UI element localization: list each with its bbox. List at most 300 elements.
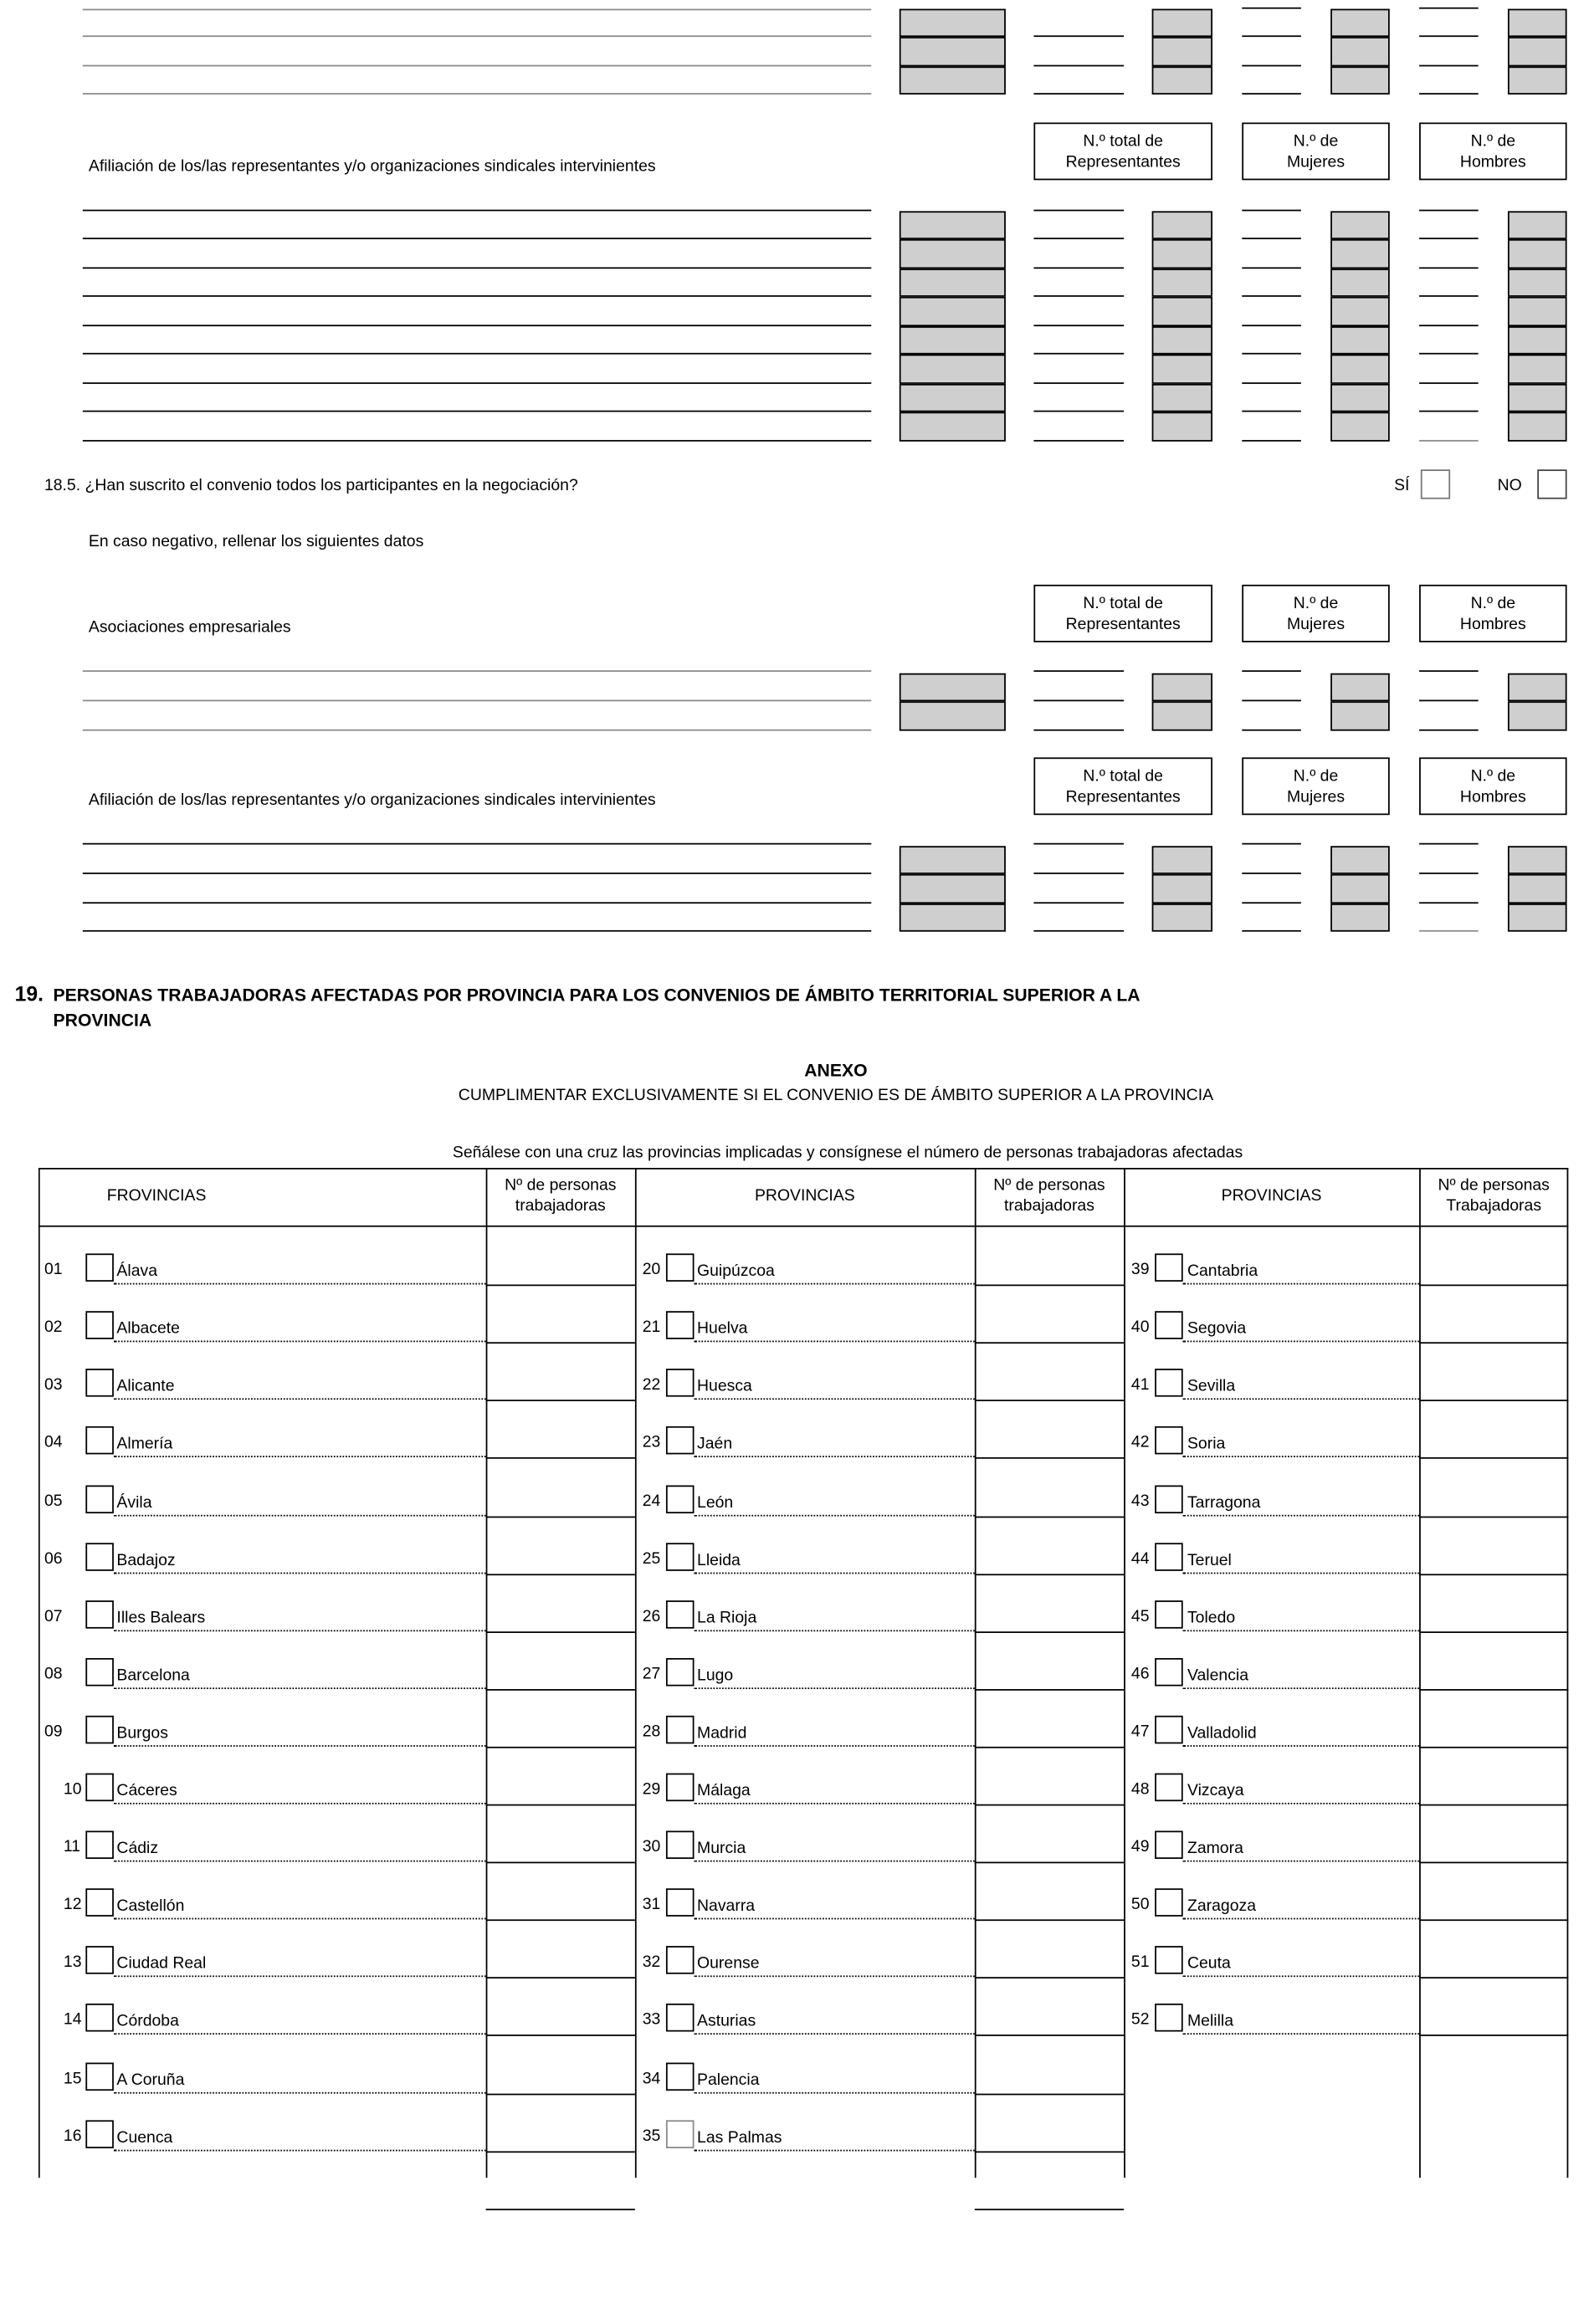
mujeres-line[interactable]: [1242, 35, 1301, 37]
province-dotted-line: [1183, 1572, 1419, 1574]
hombres-line[interactable]: [1419, 381, 1479, 383]
province-name: Asturias: [697, 2013, 756, 2031]
province-count-field[interactable]: [487, 1574, 633, 1629]
header-total-line2: Representantes: [1065, 152, 1181, 171]
province-checkbox[interactable]: [85, 1774, 114, 1802]
gray-cell-d: [1508, 903, 1567, 931]
gray-cell-a: [900, 701, 1006, 729]
gray-cell-d: [1508, 845, 1567, 873]
province-count-field[interactable]: [976, 1286, 1123, 1340]
header-total-representantes-3: [1033, 757, 1212, 815]
province-code: 08: [44, 1665, 63, 1683]
gray-cell-d: [1508, 673, 1567, 701]
province-count-field[interactable]: [976, 1517, 1123, 1571]
entry-line[interactable]: [83, 411, 871, 412]
gray-cell-d: [1508, 210, 1567, 238]
province-checkbox[interactable]: [85, 2120, 114, 2148]
gray-cell-a: [900, 673, 1006, 701]
gray-cell-d: [1508, 874, 1567, 903]
province-checkbox[interactable]: [666, 1600, 695, 1629]
entry-line[interactable]: [83, 35, 871, 37]
province-count-field[interactable]: [1421, 1517, 1567, 1571]
hombres-line[interactable]: [1419, 930, 1479, 932]
province-name: Badajoz: [116, 1551, 176, 1569]
hombres-line[interactable]: [1419, 64, 1479, 66]
total-line[interactable]: [1033, 324, 1124, 325]
province-count-field[interactable]: [1421, 1574, 1567, 1629]
province-code: 03: [44, 1376, 63, 1395]
province-checkbox[interactable]: [666, 1485, 695, 1513]
province-count-field[interactable]: [487, 1748, 633, 1802]
entry-line[interactable]: [83, 9, 871, 11]
province-dotted-line: [114, 1341, 486, 1343]
col-header-provincias-3: PROVINCIAS: [1221, 1186, 1322, 1206]
hombres-line[interactable]: [1419, 700, 1479, 702]
total-line[interactable]: [1033, 411, 1124, 412]
province-dotted-line: [1183, 1745, 1419, 1747]
province-count-field[interactable]: [487, 1632, 633, 1687]
province-count-field[interactable]: [487, 2036, 633, 2091]
gray-cell-b: [1152, 239, 1212, 268]
province-checkbox[interactable]: [666, 1312, 695, 1340]
province-count-field[interactable]: [1421, 1748, 1567, 1802]
gray-cell-c: [1330, 845, 1390, 873]
gray-cell-b: [1152, 297, 1212, 325]
mujeres-line[interactable]: [1242, 873, 1301, 874]
total-line[interactable]: [1033, 700, 1124, 702]
hombres-line[interactable]: [1419, 729, 1479, 730]
province-count-field[interactable]: [976, 1228, 1123, 1282]
total-line[interactable]: [1033, 729, 1124, 730]
province-count-field[interactable]: [976, 2036, 1123, 2091]
hombres-line[interactable]: [1419, 93, 1479, 95]
table-vline-5: [1124, 1168, 1125, 2178]
province-count-field[interactable]: [487, 1459, 633, 1513]
province-name: Cantabria: [1187, 1262, 1258, 1281]
province-dotted-line: [695, 1630, 975, 1631]
entry-line[interactable]: [83, 295, 871, 297]
province-code: 21: [642, 1318, 661, 1337]
no-checkbox[interactable]: [1537, 469, 1566, 499]
hombres-line[interactable]: [1419, 8, 1479, 9]
province-dotted-line: [1183, 1918, 1419, 1920]
mujeres-line[interactable]: [1242, 411, 1301, 412]
province-checkbox[interactable]: [1155, 2004, 1183, 2033]
province-count-field[interactable]: [1421, 1286, 1567, 1340]
header-hombres-1: [1419, 122, 1566, 180]
province-dotted-line: [1183, 1514, 1419, 1516]
entry-line[interactable]: [83, 381, 871, 383]
province-count-field[interactable]: [487, 1228, 633, 1282]
total-line[interactable]: [1033, 93, 1124, 95]
province-count-field[interactable]: [1421, 1401, 1567, 1456]
entry-line[interactable]: [83, 324, 871, 325]
province-count-field[interactable]: [487, 1863, 633, 1917]
province-checkbox[interactable]: [666, 1947, 695, 1975]
province-checkbox[interactable]: [85, 2004, 114, 2033]
province-checkbox[interactable]: [1155, 1485, 1183, 1513]
province-name: Guipúzcoa: [697, 1262, 775, 1281]
province-checkbox[interactable]: [666, 1831, 695, 1860]
province-count-field[interactable]: [1421, 1632, 1567, 1687]
province-dotted-line: [1183, 1283, 1419, 1285]
province-dotted-line: [114, 1861, 486, 1862]
total-line[interactable]: [1033, 843, 1124, 845]
gray-cell-d: [1508, 239, 1567, 268]
mujeres-line[interactable]: [1242, 210, 1301, 212]
total-line[interactable]: [1033, 64, 1124, 66]
header-hombres-line2: Hombres: [1459, 615, 1526, 633]
province-checkbox[interactable]: [85, 1312, 114, 1340]
province-checkbox[interactable]: [666, 1658, 695, 1687]
header-mujeres-2: [1242, 585, 1389, 642]
col-header-count-1-line1: Nº de personas: [505, 1176, 617, 1195]
province-dotted-line: [114, 1803, 486, 1804]
province-checkbox[interactable]: [1155, 1254, 1183, 1282]
province-checkbox[interactable]: [85, 1716, 114, 1744]
mujeres-line[interactable]: [1242, 381, 1301, 383]
gray-cell-d: [1508, 412, 1567, 440]
province-checkbox[interactable]: [85, 2062, 114, 2091]
mujeres-line[interactable]: [1242, 8, 1301, 9]
total-line[interactable]: [1033, 210, 1124, 212]
province-dotted-line: [1183, 1630, 1419, 1631]
province-count-field[interactable]: [976, 1401, 1123, 1456]
total-line[interactable]: [1033, 381, 1124, 383]
gray-cell-a: [900, 412, 1006, 440]
province-name: Madrid: [697, 1724, 747, 1743]
annex-title: ANEXO: [804, 1060, 868, 1081]
province-checkbox[interactable]: [85, 1485, 114, 1513]
province-count-field[interactable]: [1421, 1921, 1567, 1975]
province-checkbox[interactable]: [666, 1369, 695, 1398]
province-name: Sevilla: [1187, 1378, 1236, 1396]
hombres-line[interactable]: [1419, 238, 1479, 239]
province-code: 45: [1130, 1607, 1150, 1625]
province-name: Alicante: [116, 1378, 175, 1396]
province-dotted-line: [114, 1918, 486, 1920]
mujeres-line[interactable]: [1242, 324, 1301, 325]
province-code: 02: [44, 1318, 63, 1337]
entry-line[interactable]: [83, 873, 871, 874]
province-checkbox[interactable]: [666, 1774, 695, 1802]
afiliacion-label-1: Afiliación de los/las representantes y/o organizaciones sindicales intervinientes: [88, 157, 656, 177]
province-name: Las Palmas: [697, 2128, 782, 2147]
province-checkbox[interactable]: [1155, 1658, 1183, 1687]
province-name: Álava: [116, 1262, 158, 1281]
mujeres-line[interactable]: [1242, 64, 1301, 66]
total-line[interactable]: [1033, 295, 1124, 297]
entry-line[interactable]: [83, 353, 871, 355]
count-cell-border: [975, 2151, 1124, 2153]
gray-cell-b: [1152, 673, 1212, 701]
province-dotted-line: [114, 1976, 486, 1978]
entry-line[interactable]: [83, 64, 871, 66]
gray-cell-a: [900, 66, 1006, 95]
hombres-line[interactable]: [1419, 439, 1479, 441]
province-code: 16: [63, 2127, 82, 2145]
province-checkbox[interactable]: [85, 1600, 114, 1629]
province-name: Jaén: [697, 1436, 733, 1454]
province-count-field[interactable]: [976, 1459, 1123, 1513]
province-checkbox[interactable]: [85, 1947, 114, 1975]
gray-cell-b: [1152, 268, 1212, 296]
province-checkbox[interactable]: [85, 1658, 114, 1687]
province-checkbox[interactable]: [1155, 1312, 1183, 1340]
province-checkbox[interactable]: [1155, 1427, 1183, 1456]
si-checkbox[interactable]: [1421, 469, 1450, 499]
province-code: 25: [642, 1549, 661, 1568]
province-checkbox[interactable]: [666, 1716, 695, 1744]
province-dotted-line: [695, 1976, 975, 1978]
header-total-line1: N.º total de: [1083, 131, 1163, 151]
question-18-5: 18.5. ¿Han suscrito el convenio todos los participantes en la negociación?: [44, 477, 578, 495]
entry-line[interactable]: [83, 93, 871, 95]
province-code: 30: [642, 1838, 661, 1856]
total-line[interactable]: [1033, 353, 1124, 355]
province-checkbox[interactable]: [1155, 1774, 1183, 1802]
province-dotted-line: [695, 1803, 975, 1804]
province-name: Cádiz: [116, 1840, 159, 1858]
section-19-number: 19.: [14, 981, 44, 1006]
province-checkbox[interactable]: [666, 1427, 695, 1456]
province-count-field[interactable]: [976, 1921, 1123, 1975]
province-dotted-line: [695, 1745, 975, 1747]
province-name: Ceuta: [1187, 1955, 1231, 1973]
province-count-field[interactable]: [487, 2095, 633, 2149]
hombres-line[interactable]: [1419, 411, 1479, 412]
province-count-field[interactable]: [1421, 1459, 1567, 1513]
province-count-field[interactable]: [1421, 1690, 1567, 1744]
province-code: 39: [1130, 1261, 1150, 1279]
province-checkbox[interactable]: [85, 1427, 114, 1456]
gray-cell-c: [1330, 673, 1390, 701]
mujeres-line[interactable]: [1242, 930, 1301, 932]
hombres-line[interactable]: [1419, 670, 1479, 672]
province-dotted-line: [695, 1514, 975, 1516]
province-count-field[interactable]: [976, 1978, 1123, 2033]
province-checkbox[interactable]: [1155, 1716, 1183, 1744]
province-count-field[interactable]: [487, 1401, 633, 1456]
mujeres-line[interactable]: [1242, 700, 1301, 702]
mujeres-line[interactable]: [1242, 439, 1301, 441]
province-code: 50: [1130, 1896, 1150, 1914]
header-hombres-line1: N.º de: [1470, 131, 1516, 151]
hombres-line[interactable]: [1419, 267, 1479, 269]
entry-line[interactable]: [83, 843, 871, 845]
province-name: Palencia: [697, 2071, 760, 2089]
mujeres-line[interactable]: [1242, 670, 1301, 672]
total-line[interactable]: [1033, 238, 1124, 239]
province-checkbox[interactable]: [1155, 1889, 1183, 1917]
province-dotted-line: [695, 1456, 975, 1458]
province-name: Lleida: [697, 1551, 741, 1569]
province-code: 05: [44, 1492, 63, 1510]
province-count-field[interactable]: [976, 2095, 1123, 2149]
province-count-field[interactable]: [487, 1286, 633, 1340]
col-header-count-2-line2: trabajadoras: [1003, 1197, 1094, 1216]
total-line[interactable]: [1033, 439, 1124, 441]
total-line[interactable]: [1033, 35, 1124, 37]
entry-line[interactable]: [83, 700, 871, 702]
province-checkbox[interactable]: [666, 2120, 695, 2148]
province-dotted-line: [695, 1399, 975, 1400]
province-name: Ourense: [697, 1955, 760, 1973]
gray-cell-b: [1152, 701, 1212, 729]
col-header-count-3-line2: Trabajadoras: [1446, 1197, 1542, 1216]
gray-cell-a: [900, 383, 1006, 412]
province-count-field[interactable]: [976, 1344, 1123, 1398]
section-19-title-line2: PROVINCIA: [53, 1010, 152, 1031]
mujeres-line[interactable]: [1242, 843, 1301, 845]
gray-cell-c: [1330, 8, 1390, 37]
total-line[interactable]: [1033, 670, 1124, 672]
province-dotted-line: [114, 1745, 486, 1747]
province-checkbox[interactable]: [666, 2062, 695, 2091]
hombres-line[interactable]: [1419, 324, 1479, 325]
province-checkbox[interactable]: [85, 1543, 114, 1571]
province-checkbox[interactable]: [1155, 1947, 1183, 1975]
header-mujeres-line1: N.º de: [1293, 131, 1339, 151]
province-count-field[interactable]: [976, 1632, 1123, 1687]
gray-cell-c: [1330, 325, 1390, 354]
province-code: 42: [1130, 1434, 1150, 1452]
total-line[interactable]: [1033, 930, 1124, 932]
mujeres-line[interactable]: [1242, 729, 1301, 730]
province-code: 24: [642, 1492, 661, 1510]
header-mujeres-1: [1242, 122, 1389, 180]
province-dotted-line: [1183, 1976, 1419, 1978]
gray-cell-c: [1330, 355, 1390, 383]
si-label: SÍ: [1394, 477, 1410, 495]
province-count-field[interactable]: [1421, 1805, 1567, 1860]
col-header-provincias-2: PROVINCIAS: [754, 1186, 855, 1206]
col-header-count-3: [1419, 1175, 1568, 1216]
count-cell-border: [1419, 2035, 1568, 2037]
entry-line[interactable]: [83, 930, 871, 932]
province-code: 52: [1130, 2011, 1150, 2030]
province-code: 07: [44, 1607, 63, 1625]
province-checkbox[interactable]: [666, 1889, 695, 1917]
header-total-representantes-1: [1033, 122, 1212, 180]
hombres-line[interactable]: [1419, 901, 1479, 903]
province-checkbox[interactable]: [666, 1254, 695, 1282]
province-code: 01: [44, 1261, 63, 1279]
hombres-line[interactable]: [1419, 353, 1479, 355]
province-dotted-line: [1183, 2034, 1419, 2035]
province-count-field[interactable]: [487, 1805, 633, 1860]
province-dotted-line: [114, 2091, 486, 2093]
gray-cell-d: [1508, 297, 1567, 325]
count-cell-border: [486, 2209, 635, 2210]
province-count-field[interactable]: [976, 1863, 1123, 1917]
gray-cell-c: [1330, 239, 1390, 268]
hombres-line[interactable]: [1419, 35, 1479, 37]
gray-cell-a: [900, 297, 1006, 325]
province-count-field[interactable]: [1421, 1228, 1567, 1282]
province-checkbox[interactable]: [1155, 1831, 1183, 1860]
table-vline-7: [1567, 1168, 1569, 2178]
province-count-field[interactable]: [487, 1344, 633, 1398]
entry-line[interactable]: [83, 439, 871, 441]
province-checkbox[interactable]: [1155, 1543, 1183, 1571]
province-checkbox[interactable]: [666, 2004, 695, 2033]
gray-cell-d: [1508, 66, 1567, 95]
province-code: 23: [642, 1434, 661, 1452]
hombres-line[interactable]: [1419, 843, 1479, 845]
province-dotted-line: [695, 1341, 975, 1343]
entry-line[interactable]: [83, 210, 871, 212]
col-header-count-3-line1: Nº de personas: [1438, 1176, 1550, 1195]
entry-line[interactable]: [83, 267, 871, 269]
header-mujeres-line1: N.º de: [1293, 594, 1339, 612]
province-checkbox[interactable]: [85, 1254, 114, 1282]
hombres-line[interactable]: [1419, 873, 1479, 874]
hombres-line[interactable]: [1419, 210, 1479, 212]
province-name: Burgos: [116, 1724, 168, 1743]
gray-cell-a: [900, 874, 1006, 903]
entry-line[interactable]: [83, 670, 871, 672]
mujeres-line[interactable]: [1242, 353, 1301, 355]
province-count-field[interactable]: [487, 1690, 633, 1744]
province-count-field[interactable]: [1421, 1978, 1567, 2033]
mujeres-line[interactable]: [1242, 295, 1301, 297]
entry-line[interactable]: [83, 729, 871, 730]
province-count-field[interactable]: [487, 1978, 633, 2033]
province-code: 04: [44, 1434, 63, 1452]
province-name: Cuenca: [116, 2128, 173, 2147]
total-line[interactable]: [1033, 901, 1124, 903]
province-count-field[interactable]: [976, 1805, 1123, 1860]
province-checkbox[interactable]: [85, 1831, 114, 1860]
province-code: 35: [642, 2127, 661, 2145]
province-code: 31: [642, 1896, 661, 1914]
province-count-field[interactable]: [976, 1748, 1123, 1802]
province-count-field[interactable]: [487, 1921, 633, 1975]
province-checkbox[interactable]: [85, 1369, 114, 1398]
province-checkbox[interactable]: [1155, 1369, 1183, 1398]
province-checkbox[interactable]: [666, 1543, 695, 1571]
mujeres-line[interactable]: [1242, 238, 1301, 239]
province-count-field[interactable]: [976, 1690, 1123, 1744]
province-checkbox[interactable]: [85, 1889, 114, 1917]
province-name: Albacete: [116, 1320, 180, 1339]
province-count-field[interactable]: [976, 1574, 1123, 1629]
province-checkbox[interactable]: [1155, 1600, 1183, 1629]
entry-line[interactable]: [83, 238, 871, 239]
mujeres-line[interactable]: [1242, 901, 1301, 903]
province-count-field[interactable]: [487, 1517, 633, 1571]
gray-cell-c: [1330, 412, 1390, 440]
entry-line[interactable]: [83, 901, 871, 903]
province-name: Cáceres: [116, 1782, 177, 1800]
col-header-count-1: [486, 1175, 635, 1216]
province-name: Málaga: [697, 1782, 751, 1800]
mujeres-line[interactable]: [1242, 267, 1301, 269]
total-line[interactable]: [1033, 267, 1124, 269]
total-line[interactable]: [1033, 873, 1124, 874]
province-code: 48: [1130, 1780, 1150, 1799]
province-dotted-line: [1183, 1456, 1419, 1458]
province-dotted-line: [695, 1861, 975, 1862]
province-dotted-line: [1183, 1687, 1419, 1689]
table-top-border: [38, 1168, 1568, 1170]
province-name: Illes Balears: [116, 1609, 206, 1627]
hombres-line[interactable]: [1419, 295, 1479, 297]
province-count-field[interactable]: [1421, 1863, 1567, 1917]
mujeres-line[interactable]: [1242, 93, 1301, 95]
province-count-field[interactable]: [1421, 1344, 1567, 1398]
